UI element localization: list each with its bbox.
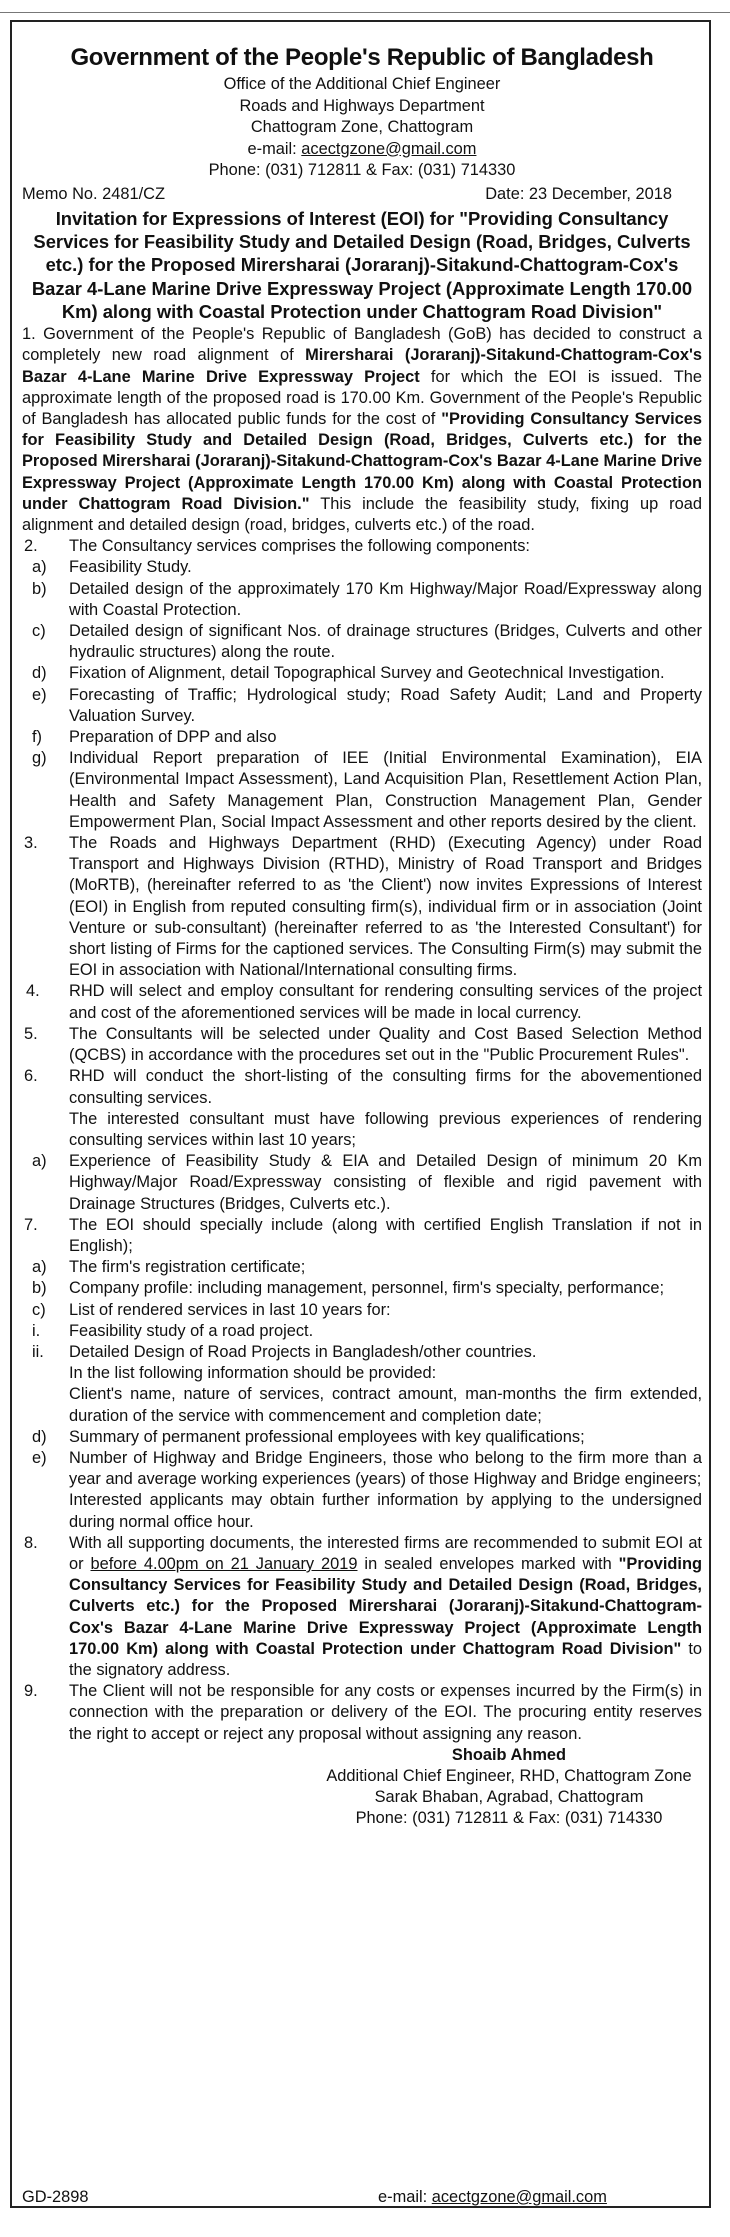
p1-project-name: Mirersharai (Joraranj)-Sitakund-Chattogram-Cox's Bazar 4-Lane Marine Drive Expressway Project [22, 346, 702, 386]
gd-number: GD-2898 [22, 2188, 89, 2206]
signatory-address: Sarak Bhaban, Agrabad, Chattogram [374, 1788, 644, 1807]
p3-number: 3. [24, 834, 38, 853]
signatory-phone: Phone: (031) 712811 & Fax: (031) 714330 [355, 1809, 663, 1828]
signatory-name: Shoaib Ahmed [451, 1745, 567, 1764]
list-item [22, 663, 702, 684]
list-item-label: i. [32, 1321, 41, 1340]
paragraph-9 [22, 1681, 702, 1745]
p1-text-a: 1. Government of the People's Republic of Bangladesh (GoB) has decided to construct a completely new road alignment of [22, 325, 702, 365]
p7-client-info: Client's name, nature of services, contract amount, man-months the firm extended, duration of the service with commencement and completion date; [69, 1385, 702, 1425]
p8-envelope-title: "Providing Consultancy Services for Feasibility Study and Detailed Design (Road, Bridges, Culverts etc.) for the Proposed Mirersharai (Joraranj)-Sitakund-Chattogram-Cox's Bazar 4-Lane Marine Drive Expressway Project (Approximate Length 170.00 Km) along with Coastal Protection under Chattogram Road Division" [69, 1554, 702, 1658]
list-item [22, 1257, 702, 1278]
signatory-email-label: e-mail: [378, 2188, 432, 2206]
top-rule [0, 12, 730, 13]
list-item-text: Number of Highway and Bridge Engineers, those who belong to the firm more than a year and average working experiences (years) of those Highway and Bridge engineers; [69, 1448, 702, 1489]
list-item [22, 1342, 702, 1363]
paragraph-1 [22, 324, 702, 536]
list-item-label: d) [32, 664, 47, 683]
phone-line: Phone: (031) 712811 & Fax: (031) 714330 [208, 161, 516, 179]
office-line: Office of the Additional Chief Engineer [223, 75, 501, 93]
list-item-label: c) [32, 622, 46, 641]
list-item-label: f) [32, 728, 43, 747]
list-item-label: a) [32, 558, 47, 577]
list-item [22, 579, 702, 621]
p9-text: The Client will not be responsible for any costs or expenses incurred by the Firm(s) in connection with the preparation or delivery of the EOI. The procuring entity reserves the right to accept or reject any proposal without assigning any reason. [69, 1682, 702, 1743]
p2-intro: The Consultancy services comprises the following components: [69, 537, 530, 556]
list-item-text: Company profile: including management, personnel, firm's specialty, performance; [69, 1279, 664, 1298]
email-label: e-mail: [247, 139, 302, 158]
list-item [22, 621, 702, 663]
p1-text-e: This include the feasibility study, fixing up road alignment and detailed design (road, bridges, culverts etc.) of the road. [22, 494, 702, 535]
list-item [22, 1427, 702, 1448]
paragraph-2 [22, 536, 702, 557]
list-item-text: List of rendered services in last 10 years for: [69, 1300, 391, 1319]
department-line: Roads and Highways Department [239, 96, 485, 115]
list-item-label: d) [32, 1427, 47, 1446]
list-item [22, 1278, 702, 1299]
zone-line: Chattogram Zone, Chattogram [250, 118, 474, 136]
list-item-label: e) [32, 1448, 47, 1467]
government-heading: Government of the People's Republic of Bangladesh [70, 44, 654, 71]
p6-number: 6. [24, 1067, 38, 1086]
list-item-label: b) [32, 579, 47, 598]
list-item-label: a) [32, 1258, 47, 1277]
list-item-text: Experience of Feasibility Study & EIA and Detailed Design of minimum 20 Km Highway/Major Road/Expressway consisting of flexible and rigid pavement with Drainage Structures (Bridges, Culverts etc.). [69, 1152, 702, 1213]
paragraph-7 [22, 1215, 702, 1257]
p7-text: The EOI should specially include (along with certified English Translation if not in English); [69, 1215, 702, 1255]
list-item-text: Detailed design of the approximately 170 Km Highway/Major Road/Expressway along with Coastal Protection. [69, 579, 702, 619]
list-item-text: The firm's registration certificate; [69, 1258, 306, 1277]
p8-text-a: With all supporting documents, the interested firms are recommended to submit EOI at or [69, 1533, 702, 1573]
list-item-text: Detailed Design of Road Projects in Bangladesh/other countries. [69, 1342, 537, 1361]
p1-service-name: "Providing Consultancy Services for Feasibility Study and Detailed Design (Road, Bridges, Culverts etc.) for the Proposed Mirersharai (Joraranj)-Sitakund-Chattogram-Cox's Bazar 4-Lane Marine Drive Expressway Project (Approximate Length 170.00 Km) along with Coastal Protection under Chattogram Road Division." [22, 410, 703, 513]
paragraph-4 [22, 981, 702, 1023]
p7-note: Interested applicants may obtain further information by applying to the undersigned during normal office hour. [69, 1491, 702, 1531]
list-item-text: Individual Report preparation of IEE (Initial Environmental Examination), EIA (Environmental Impact Assessment), Land Acquisition Plan, Resettlement Action Plan, Health and Safety Management Plan, Construction Management Plan, Gender Empowerment Plan, Social Impact Assessment and other reports desired by the client. [69, 749, 702, 831]
paragraph-3 [22, 833, 702, 981]
list-item [22, 1300, 702, 1321]
p4-number: 4. [26, 982, 40, 1001]
signatory-title: Additional Chief Engineer, RHD, Chattogram Zone [326, 1767, 692, 1785]
list-item-text: Detailed design of significant Nos. of drainage structures (Bridges, Culverts and other hydraulic structures) along the route. [69, 622, 702, 662]
list-item-text: Feasibility study of a road project. [69, 1321, 314, 1340]
memo-date: Date: 23 December, 2018 [485, 184, 672, 203]
eoi-title: Invitation for Expressions of Interest (EOI) for "Providing Consultancy Services for Feasibility Study and Detailed Design (Road, Bridges, Culverts etc.) for the Proposed Mirersharai (Joraranj)-Sitakund-Chattogram-Cox's Bazar 4-Lane Marine Drive Expressway Project (Approximate Length 170.00 Km) along with Coastal Protection under Chattogram Road Division" [31, 207, 693, 322]
p8-text-b: in sealed envelopes marked with [357, 1554, 619, 1573]
list-item [22, 1321, 702, 1342]
p8-deadline: before 4.00pm on 21 January 2019 [90, 1554, 358, 1573]
p5-number: 5. [24, 1024, 38, 1043]
signatory-email-line [378, 2188, 607, 2207]
p8-text [69, 1533, 702, 1681]
p1-text-c: for which the EOI is issued. The approximate length of the proposed road is 170.00 Km. Government of the People's Republic of Bangladesh has allocated public funds for the cost of [22, 367, 702, 428]
memo-number: Memo No. 2481/CZ [22, 184, 166, 203]
signature-block [314, 1745, 704, 1830]
p6-requirement: The interested consultant must have following previous experiences of rendering consulting services within last 10 years; [69, 1109, 702, 1149]
signatory-email-link[interactable]: acectgzone@gmail.com [431, 2188, 607, 2206]
p8-number: 8. [24, 1533, 38, 1552]
p9-number: 9. [24, 1682, 38, 1701]
list-item [22, 748, 702, 833]
paragraph-5 [22, 1024, 702, 1066]
list-item [22, 727, 702, 748]
list-item-text: Fixation of Alignment, detail Topographical Survey and Geotechnical Investigation. [69, 664, 665, 683]
p3-text: The Roads and Highways Department (RHD) (Executing Agency) under Road Transport and Highways Division (RTHD), Ministry of Road Transport and Bridges (MoRTB), (hereinafter referred to as 'the Client') now invites Expressions of Interest (EOI) in English from reputed consulting firm(s), individual firm or in association (Joint Venture or sub-consultant) (hereinafter referred to as 'the Interested Consultant') for short listing of Firms for the captioned services. The Consulting Firm(s) may submit the EOI in association with National/International consulting firms. [69, 834, 702, 980]
notice-content [22, 44, 702, 1830]
list-item-label: b) [32, 1279, 47, 1298]
list-item-label: g) [32, 749, 47, 768]
list-item-text: Summary of permanent professional employees with key qualifications; [69, 1427, 585, 1446]
list-item-text: Forecasting of Traffic; Hydrological study; Road Safety Audit; Land and Property Valuation Survey. [69, 685, 702, 725]
p4-text: RHD will select and employ consultant for rendering consulting services of the project and cost of the aforementioned services will be made in local currency. [69, 982, 702, 1022]
list-item-text: Feasibility Study. [69, 558, 192, 577]
header-email-link[interactable]: acectgzone@gmail.com [301, 139, 477, 158]
list-item-text: Preparation of DPP and also [69, 728, 277, 747]
list-item [22, 1448, 702, 1490]
p7-number: 7. [24, 1215, 38, 1234]
memo-row [22, 184, 702, 205]
p2-number: 2. [24, 537, 38, 556]
list-item [22, 1151, 702, 1215]
list-item-label: c) [32, 1300, 46, 1319]
paragraph-6 [22, 1066, 702, 1108]
p8-text-d: to the signatory address. [69, 1639, 702, 1679]
p5-text: The Consultants will be selected under Quality and Cost Based Selection Method (QCBS) in accordance with the procedures set out in the "Public Procurement Rules". [69, 1024, 702, 1065]
list-item-label: e) [32, 685, 47, 704]
p7-list-info: In the list following information should be provided: [69, 1364, 437, 1383]
email-line [22, 139, 702, 161]
list-item-label: a) [32, 1152, 47, 1171]
list-item [22, 685, 702, 727]
p6-text: RHD will conduct the short-listing of the consulting firms for the abovementioned consulting services. [69, 1067, 702, 1107]
paragraph-8 [22, 1533, 702, 1681]
list-item-label: ii. [32, 1342, 44, 1361]
list-item [22, 557, 702, 578]
